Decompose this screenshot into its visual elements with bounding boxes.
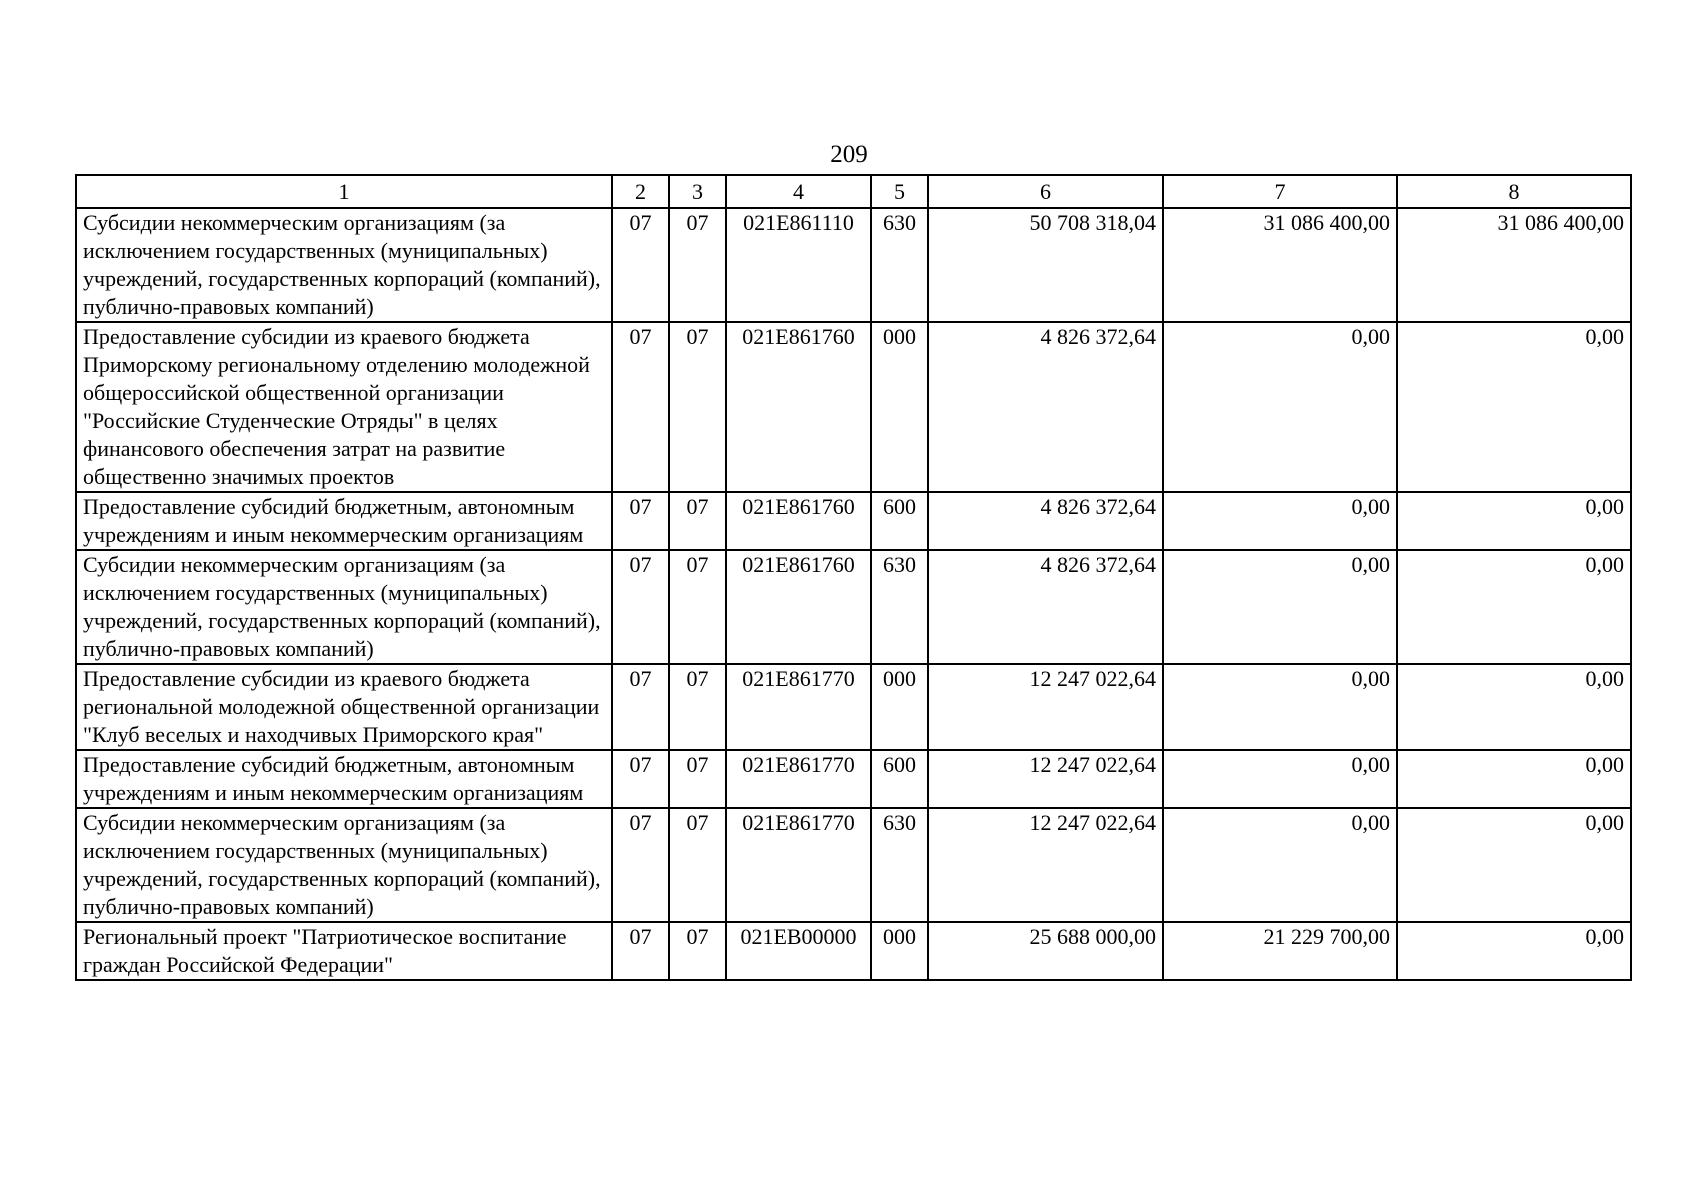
- table-row: [76, 322, 1631, 492]
- row-sum-7: 0,00: [1163, 808, 1397, 922]
- row-target-code: 021E861770: [726, 664, 871, 750]
- row-sum-6: 12 247 022,64: [928, 808, 1163, 922]
- row-target-code: 021E861760: [726, 550, 871, 664]
- table-row: [76, 808, 1631, 922]
- row-expense-type: 000: [871, 922, 928, 980]
- row-target-code: 021E861770: [726, 808, 871, 922]
- row-target-code: 021E861110: [726, 208, 871, 322]
- row-name: Предоставление субсидии из краевого бюджета региональной молодежной общественной организации "Клуб веселых и находчивых Приморского края": [76, 664, 612, 750]
- table-row: [76, 664, 1631, 750]
- row-sum-7: 0,00: [1163, 750, 1397, 808]
- row-expense-type: 630: [871, 208, 928, 322]
- table-row: [76, 208, 1631, 322]
- row-subsection: 07: [669, 322, 726, 492]
- row-target-code: 021E861770: [726, 750, 871, 808]
- row-target-code: 021E861760: [726, 322, 871, 492]
- row-expense-type: 630: [871, 808, 928, 922]
- row-subsection: 07: [669, 750, 726, 808]
- row-sum-8: 0,00: [1397, 322, 1631, 492]
- row-expense-type: 000: [871, 664, 928, 750]
- header-col-4: 4: [726, 175, 871, 208]
- row-subsection: 07: [669, 808, 726, 922]
- row-sum-7: 0,00: [1163, 322, 1397, 492]
- row-sum-6: 12 247 022,64: [928, 750, 1163, 808]
- budget-table: [75, 174, 1632, 981]
- row-sum-8: 0,00: [1397, 750, 1631, 808]
- row-section: 07: [612, 922, 669, 980]
- row-section: 07: [612, 808, 669, 922]
- row-sum-6: 4 826 372,64: [928, 492, 1163, 550]
- header-row: [76, 175, 1631, 208]
- row-sum-6: 4 826 372,64: [928, 550, 1163, 664]
- header-col-5: 5: [871, 175, 928, 208]
- row-name: Предоставление субсидий бюджетным, автономным учреждениям и иным некоммерческим организациям: [76, 492, 612, 550]
- table-row: [76, 550, 1631, 664]
- row-name: Субсидии некоммерческим организациям (за исключением государственных (муниципальных) учреждений, государственных корпораций (компаний), публично-правовых компаний): [76, 208, 612, 322]
- row-section: 07: [612, 492, 669, 550]
- row-name: Предоставление субсидий бюджетным, автономным учреждениям и иным некоммерческим организациям: [76, 750, 612, 808]
- row-sum-7: 31 086 400,00: [1163, 208, 1397, 322]
- row-sum-8: 31 086 400,00: [1397, 208, 1631, 322]
- row-sum-7: 21 229 700,00: [1163, 922, 1397, 980]
- row-subsection: 07: [669, 208, 726, 322]
- row-section: 07: [612, 750, 669, 808]
- header-col-3: 3: [669, 175, 726, 208]
- header-col-1: 1: [76, 175, 612, 208]
- row-section: 07: [612, 208, 669, 322]
- row-expense-type: 000: [871, 322, 928, 492]
- row-target-code: 021EB00000: [726, 922, 871, 980]
- row-section: 07: [612, 322, 669, 492]
- row-subsection: 07: [669, 492, 726, 550]
- table-row: [76, 750, 1631, 808]
- row-subsection: 07: [669, 922, 726, 980]
- row-name: Региональный проект "Патриотическое воспитание граждан Российской Федерации": [76, 922, 612, 980]
- row-sum-6: 25 688 000,00: [928, 922, 1163, 980]
- row-name: Предоставление субсидии из краевого бюджета Приморскому региональному отделению молодежной общероссийской общественной организации "Российские Студенческие Отряды" в целях финансового обеспечения затрат на развитие общественно значимых проектов: [76, 322, 612, 492]
- row-sum-8: 0,00: [1397, 664, 1631, 750]
- row-sum-6: 50 708 318,04: [928, 208, 1163, 322]
- table-row: [76, 922, 1631, 980]
- row-expense-type: 600: [871, 492, 928, 550]
- header-col-6: 6: [928, 175, 1163, 208]
- row-expense-type: 630: [871, 550, 928, 664]
- row-sum-8: 0,00: [1397, 550, 1631, 664]
- row-section: 07: [612, 664, 669, 750]
- row-sum-7: 0,00: [1163, 492, 1397, 550]
- row-sum-7: 0,00: [1163, 664, 1397, 750]
- row-name: Субсидии некоммерческим организациям (за исключением государственных (муниципальных) учреждений, государственных корпораций (компаний), публично-правовых компаний): [76, 550, 612, 664]
- row-sum-7: 0,00: [1163, 550, 1397, 664]
- header-col-8: 8: [1397, 175, 1631, 208]
- table-row: [76, 492, 1631, 550]
- row-sum-8: 0,00: [1397, 492, 1631, 550]
- row-sum-8: 0,00: [1397, 808, 1631, 922]
- page-number: 209: [830, 141, 868, 168]
- row-subsection: 07: [669, 664, 726, 750]
- row-section: 07: [612, 550, 669, 664]
- header-col-2: 2: [612, 175, 669, 208]
- row-name: Субсидии некоммерческим организациям (за исключением государственных (муниципальных) учреждений, государственных корпораций (компаний), публично-правовых компаний): [76, 808, 612, 922]
- row-expense-type: 600: [871, 750, 928, 808]
- header-col-7: 7: [1163, 175, 1397, 208]
- row-target-code: 021E861760: [726, 492, 871, 550]
- row-sum-6: 12 247 022,64: [928, 664, 1163, 750]
- row-subsection: 07: [669, 550, 726, 664]
- row-sum-8: 0,00: [1397, 922, 1631, 980]
- row-sum-6: 4 826 372,64: [928, 322, 1163, 492]
